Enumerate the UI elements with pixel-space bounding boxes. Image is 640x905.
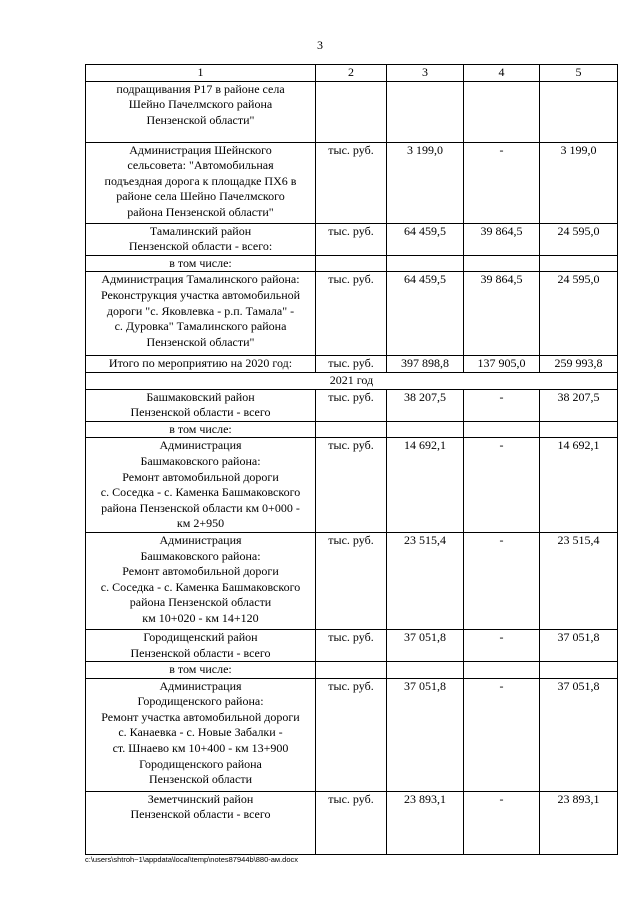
total-cell: 37 051,8: [387, 629, 464, 661]
unit-cell: тыс. руб.: [316, 791, 387, 854]
regional-cell: 14 692,1: [540, 438, 618, 533]
total-cell: [387, 421, 464, 438]
table-row: [86, 532, 618, 629]
unit-cell: тыс. руб.: [316, 142, 387, 223]
budget-table: [85, 64, 618, 855]
federal-cell: -: [464, 629, 540, 661]
row-name-cell: Башмаковский район Пензенской области - всего: [86, 389, 316, 421]
total-cell: [387, 662, 464, 679]
unit-cell: тыс. руб.: [316, 532, 387, 629]
unit-cell: тыс. руб.: [316, 678, 387, 791]
row-name-cell: Итого по мероприятию на 2020 год:: [86, 356, 316, 373]
regional-cell: 24 595,0: [540, 223, 618, 255]
year-heading: 2021 год: [86, 372, 618, 389]
unit-cell: [316, 81, 387, 142]
column-number-row: [86, 65, 618, 82]
row-name-cell: в том числе:: [86, 421, 316, 438]
regional-cell: [540, 81, 618, 142]
column-header-4: 4: [464, 65, 540, 82]
row-name-cell: в том числе:: [86, 255, 316, 272]
unit-cell: тыс. руб.: [316, 629, 387, 661]
row-name-cell: Городищенский район Пензенской области - всего: [86, 629, 316, 661]
column-header-3: 3: [387, 65, 464, 82]
federal-cell: -: [464, 438, 540, 533]
page-number: 3: [317, 38, 323, 52]
regional-cell: 38 207,5: [540, 389, 618, 421]
federal-cell: 137 905,0: [464, 356, 540, 373]
total-cell: [387, 255, 464, 272]
unit-cell: тыс. руб.: [316, 223, 387, 255]
unit-cell: тыс. руб.: [316, 272, 387, 356]
row-name-cell: Администрация Тамалинского района: Реконструкция участка автомобильной дороги "с. Яковлевка - р.п. Тамала" - с. Дуровка" Тамалинского района Пензенской области": [86, 272, 316, 356]
row-name-cell: Тамалинский район Пензенской области - всего:: [86, 223, 316, 255]
total-cell: 3 199,0: [387, 142, 464, 223]
regional-cell: 23 515,4: [540, 532, 618, 629]
footer-file-path: c:\users\shtroh~1\appdata\local\temp\notes87944b\880-ам.docx: [85, 855, 299, 864]
column-header-5: 5: [540, 65, 618, 82]
total-cell: 64 459,5: [387, 272, 464, 356]
federal-cell: -: [464, 678, 540, 791]
row-name-cell: Администрация Городищенского района: Ремонт участка автомобильной дороги с. Канаевка - с. Новые Забалки - ст. Шнаево км 10+400 - км 13+900 Городищенского района Пензенской области: [86, 678, 316, 791]
unit-cell: тыс. руб.: [316, 389, 387, 421]
row-name-cell: Администрация Шейнского сельсовета: "Автомобильная подъездная дорога к площадке ПХ6 в районе села Шейно Пачелмского района Пензенской области": [86, 142, 316, 223]
row-name-cell: подращивания Р17 в районе села Шейно Пачелмского района Пензенской области": [86, 81, 316, 142]
row-name-cell: в том числе:: [86, 662, 316, 679]
table-row: [86, 272, 618, 356]
total-cell: 37 051,8: [387, 678, 464, 791]
unit-cell: [316, 255, 387, 272]
regional-cell: 23 893,1: [540, 791, 618, 854]
federal-cell: 39 864,5: [464, 272, 540, 356]
total-cell: [387, 81, 464, 142]
table-row: [86, 662, 618, 679]
federal-cell: [464, 81, 540, 142]
table-row: [86, 142, 618, 223]
total-cell: 14 692,1: [387, 438, 464, 533]
federal-cell: -: [464, 532, 540, 629]
column-header-1: 1: [86, 65, 316, 82]
unit-cell: [316, 421, 387, 438]
federal-cell: [464, 421, 540, 438]
federal-cell: -: [464, 791, 540, 854]
unit-cell: тыс. руб.: [316, 438, 387, 533]
regional-cell: 24 595,0: [540, 272, 618, 356]
unit-cell: тыс. руб.: [316, 356, 387, 373]
regional-cell: [540, 662, 618, 679]
table-row: [86, 389, 618, 421]
table-row: [86, 678, 618, 791]
row-name-cell: Администрация Башмаковского района: Ремонт автомобильной дороги с. Соседка - с. Каменка Башмаковского района Пензенской области км 0+000 - км 2+950: [86, 438, 316, 533]
total-cell: 23 893,1: [387, 791, 464, 854]
federal-cell: [464, 662, 540, 679]
table-body: [86, 65, 618, 855]
table-row: [86, 629, 618, 661]
table-row: [86, 791, 618, 854]
regional-cell: [540, 421, 618, 438]
row-name-cell: Земетчинский район Пензенской области - всего: [86, 791, 316, 854]
column-header-2: 2: [316, 65, 387, 82]
year-row: [86, 372, 618, 389]
federal-cell: 39 864,5: [464, 223, 540, 255]
row-name-cell: Администрация Башмаковского района: Ремонт автомобильной дороги с. Соседка - с. Каменка Башмаковского района Пензенской области км 10+020 - км 14+120: [86, 532, 316, 629]
regional-cell: 37 051,8: [540, 629, 618, 661]
regional-cell: 259 993,8: [540, 356, 618, 373]
regional-cell: 3 199,0: [540, 142, 618, 223]
table-row: [86, 81, 618, 142]
total-cell: 38 207,5: [387, 389, 464, 421]
total-cell: 64 459,5: [387, 223, 464, 255]
table-row: [86, 223, 618, 255]
table-row: [86, 255, 618, 272]
total-cell: 23 515,4: [387, 532, 464, 629]
table-row: [86, 438, 618, 533]
federal-cell: [464, 255, 540, 272]
table-row: [86, 421, 618, 438]
regional-cell: [540, 255, 618, 272]
table-row: [86, 356, 618, 373]
unit-cell: [316, 662, 387, 679]
federal-cell: -: [464, 389, 540, 421]
regional-cell: 37 051,8: [540, 678, 618, 791]
total-cell: 397 898,8: [387, 356, 464, 373]
federal-cell: -: [464, 142, 540, 223]
